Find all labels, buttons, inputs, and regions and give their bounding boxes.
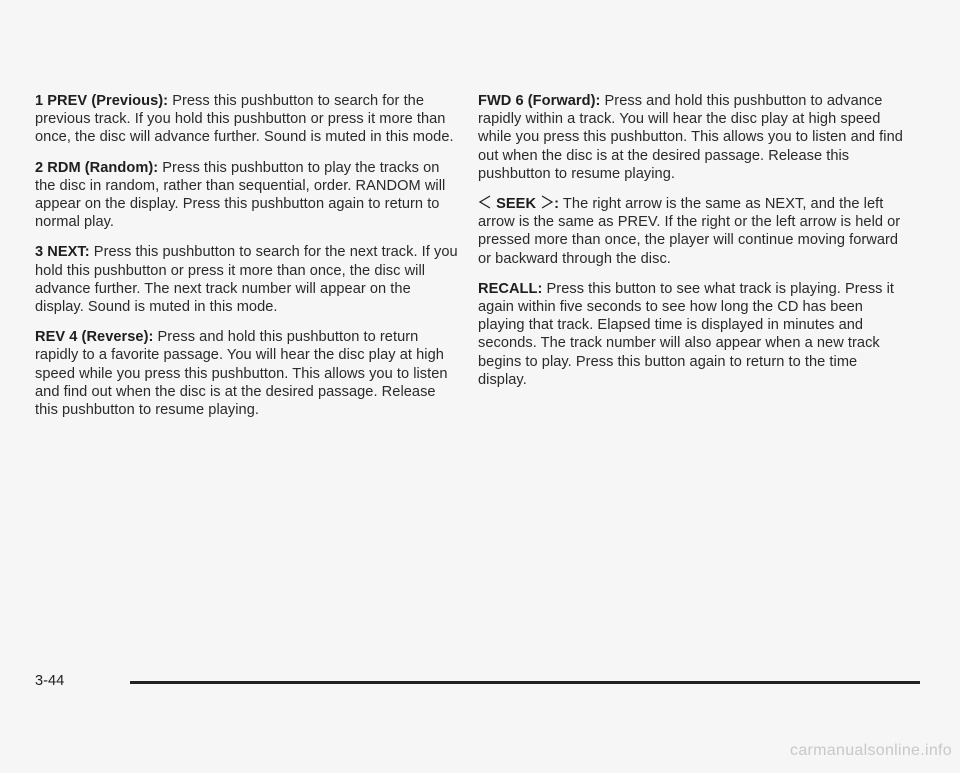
seek-text: The right arrow is the same as NEXT, and the left arrow is the same as PREV. If the right or the left arrow is held or pressed more than once, the player will continue moving forward or backward through the disc. <box>478 196 901 267</box>
prev-heading: 1 PREV (Previous): <box>35 93 169 109</box>
right-arrow-icon <box>540 195 554 209</box>
prev-paragraph <box>35 92 460 147</box>
page-number: 3-44 <box>35 673 65 689</box>
seek-paragraph <box>478 195 903 268</box>
random-text: Press this pushbutton to play the tracks on the disc in random, rather than sequential, order. RANDOM will appear on the display. Press this pushbutton again to return to normal play. <box>35 159 446 231</box>
random-paragraph <box>35 159 460 232</box>
forward-text: Press and hold this pushbutton to advance rapidly within a track. You will hear the disc play at high speed while you press this pushbutton. This allows you to listen and find out when the disc is at the desired passage. Release this pushbutton to resume playing. <box>478 93 903 182</box>
left-arrow-icon <box>478 195 492 209</box>
random-heading: 2 RDM (Random): <box>35 159 159 176</box>
next-text: Press this pushbutton to search for the next track. If you hold this pushbutton or press it more than once, the disc will advance further. The next track number will appear on the display. Sound is muted in this mode. <box>35 244 458 316</box>
page-footer <box>35 673 920 693</box>
next-paragraph <box>35 243 460 316</box>
watermark: carmanualsonline.info <box>790 742 952 759</box>
reverse-text: Press and hold this pushbutton to return rapidly to a favorite passage. You will hear the disc play at high speed while you press this pushbutton. This allows you to listen and find out when the disc is at the desired passage. Release this pushbutton to resume playing. <box>35 329 448 419</box>
prev-text: Press this pushbutton to search for the previous track. If you hold this pushbutton or press it more than once, the disc will advance further. Sound is muted in this mode. <box>35 93 454 146</box>
recall-paragraph <box>478 280 903 389</box>
seek-heading: SEEK <box>496 196 537 213</box>
forward-paragraph <box>478 92 903 183</box>
recall-text: Press this button to see what track is playing. Press it again within five seconds to see how long the CD has been playing that track. Elapsed time is displayed in minutes and seconds. The track number will also appear when a new track begins to play. Press this button again to return to the time display. <box>478 280 895 388</box>
footer-rule <box>130 681 920 684</box>
seek-colon: : <box>554 196 560 213</box>
left-column <box>35 92 460 431</box>
next-heading: 3 NEXT: <box>35 244 90 261</box>
reverse-paragraph <box>35 328 460 419</box>
forward-heading: FWD 6 (Forward): <box>478 93 601 109</box>
right-column <box>478 92 903 401</box>
reverse-heading: REV 4 (Reverse): <box>35 329 154 346</box>
recall-heading: RECALL: <box>478 280 543 297</box>
